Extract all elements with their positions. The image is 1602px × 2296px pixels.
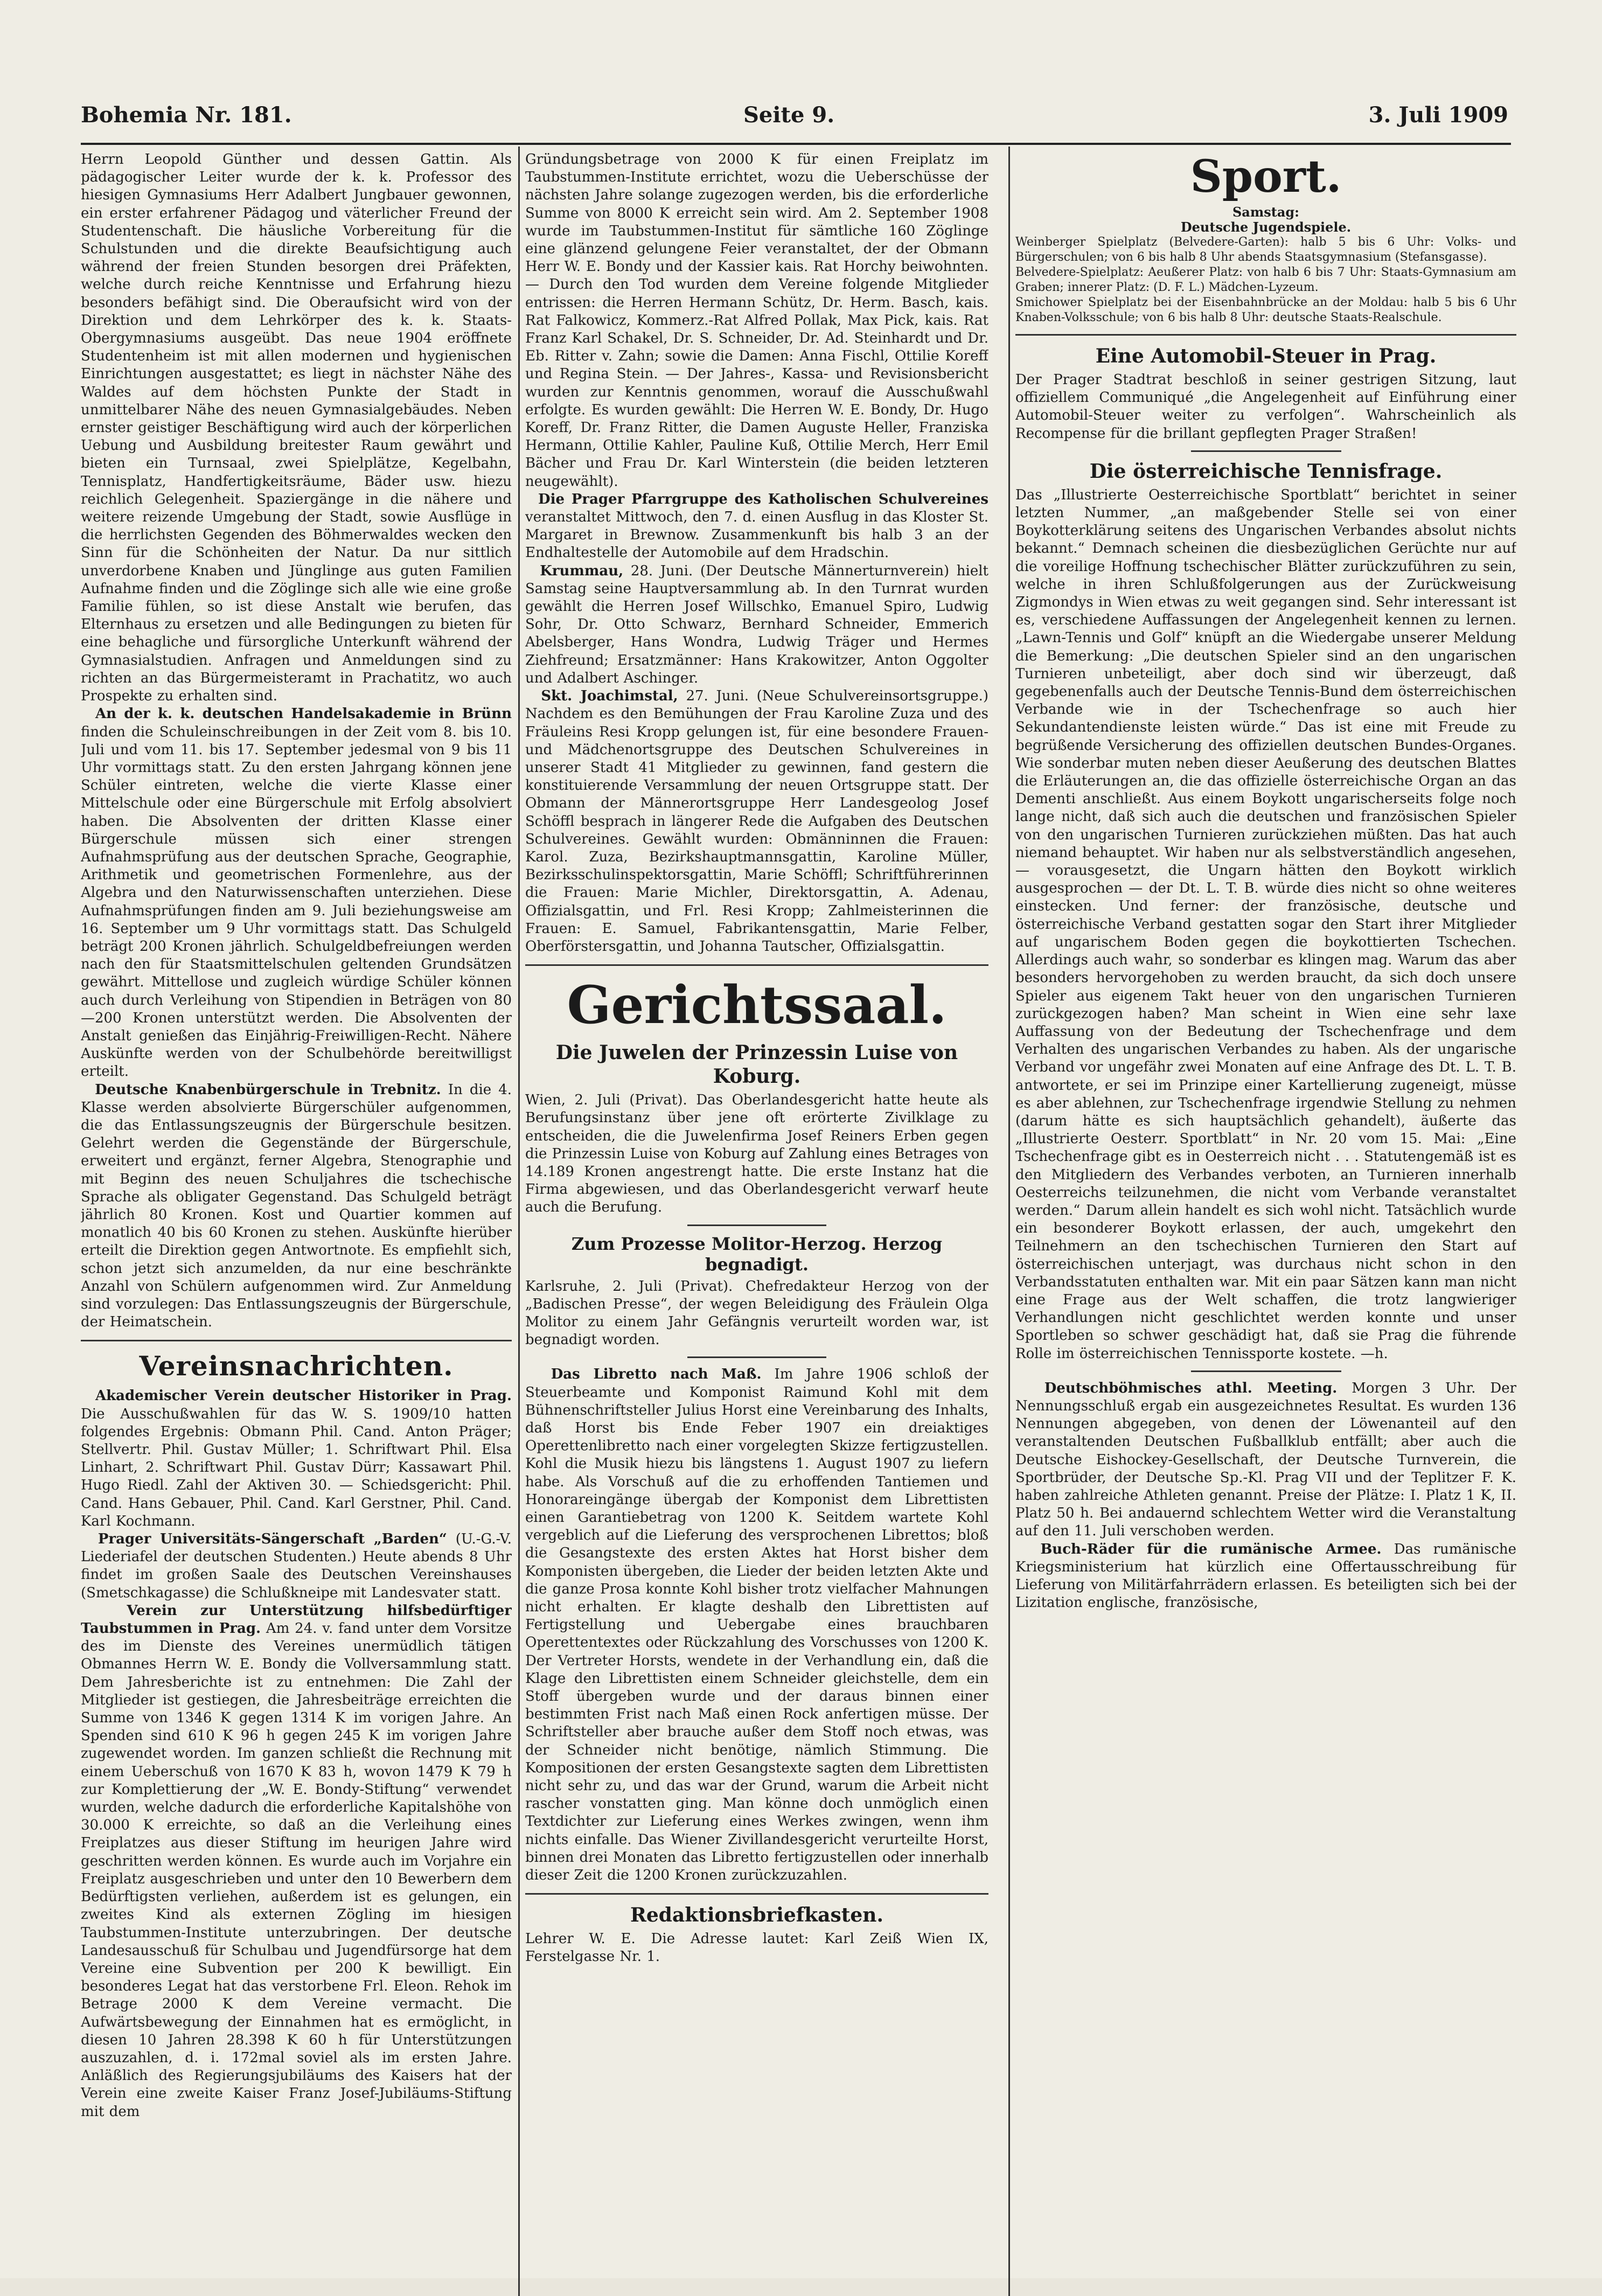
article-lead: Skt. Joachimstal, <box>541 688 678 705</box>
article-text: Am 24. v. fand unter dem Vorsitze des im Dienste des Vereines unermüdlich tätigen Obmannes Herrn W. E. Bondy die Vollversammlung statt. Dem Jahresberichte ist zu entnehmen: Die Zahl der Mitglieder ist gestiegen, die Jahresbeiträge erreichten die Summe von 1346 K gegen 1314 K im vorigen Jahre. An Spenden sind 610 K 96 h gegen 245 K im vorigen Jahre zugewendet worden. Im ganzen schließt die Rechnung mit einem Ueberschuß von 1670 K 83 h, wovon 1479 K 79 h zur Komplettierung der „W. E. Bondy-Stiftung“ verwendet wurden, welche dadurch die erforderliche Kapitalshöhe von 30.000 K erreichte, so daß an die Verleihung eines Freiplatzes aus dieser Stiftung im heurigen Jahre wird geschritten werden können. Es wurde auch im Vorjahre ein Freiplatz ausgeschrieben und unter den 10 Bewerbern dem Bedürftigsten verliehen, außerdem ist es gelungen, ein zweites Kind als externen Zögling im hiesigen Taubstummen-Institute unterzubringen. Der deutsche Landesausschuß für Schulbau und Jugendfürsorge hat dem Vereine eine Subvention per 200 K bewilligt. Ein besonderes Legat hat das verstorbene Frl. Eleon. Rehok im Betrage 2000 K dem Vereine vermacht. Die Aufwärtsbewegung der Einnahmen hat es ermöglicht, in diesen 10 Jahren 28.398 K 60 h für Unterstützungen auszuzahlen, d. i. 172mal soviel als im ersten Jahre. Anläßlich des Regierungsjubiläums des Kaisers hat der Verein eine zweite Kaiser Franz Josef-Jubiläums-Stiftung mit dem <box>81 1620 512 2120</box>
column-2 <box>525 151 988 2295</box>
article-text: Das rumänische Kriegsministerium hat kürzlich eine Offertausschreibung für Lieferung von Militärfahrrädern erlassen. Es beteiligten sich bei der Lizitation englische, französische, <box>1015 1541 1516 1611</box>
article-text: 28. Juni. (Der Deutsche Männerturnverein) hielt Samstag seine Hauptversammlung ab. In den Turnrat wurden gewählt die Herren Josef Willschko, Emanuel Spiro, Ludwig Sohr, Dr. Otto Schwarz, Bernhard Schneider, Emmerich Abelsberger, Hans Wondra, Ludwig Träger und Hermes Ziehfreund; Ersatzmänner: Hans Krakowitzer, Anton Oggolter und Adalbert Aschinger. <box>525 562 988 686</box>
article-title: Eine Automobil-Steuer in Prag. <box>1095 345 1437 367</box>
article-paragraph <box>525 491 988 562</box>
article-paragraph: Wien, 2. Juli (Privat). Das Oberlandesgericht hatte heute als Berufungsinstanz über jene oft erörterte Zivilklage zu entscheiden, die die Juwelenfirma Josef Reiners Erben gegen die Prinzessin Luise von Koburg auf Zahlung eines Betrages von 14.189 Kronen angestrengt hatte. Die erste Instanz hat die Firma abgewiesen, und das Oberlandesgericht verwarf heute auch die Berufung. <box>525 1092 988 1216</box>
schedule-heading: Deutsche Jugendspiele. <box>1180 219 1352 235</box>
issue-date: 3. Juli 1909 <box>1368 102 1508 128</box>
article-rule <box>1191 450 1341 452</box>
article-lead: Das Libretto nach Maß. <box>551 1366 762 1383</box>
article-paragraph: Das „Illustrierte Oesterreichische Sportblatt“ berichtet in seiner letzten Nummer, „an maßgebender Stelle sei von einer Boykotterklärung seitens des Ungarischen Verbandes absolut nichts bekannt.“ Demnach scheinen die diesbezüglichen Gerüchte nur auf die voreilige Hoffnung tschechischer Blätter zurückzuführen zu sein, welche in ihren Schlußfolgerungen aus der Zurückweisung Zigmondys in Wien etwas zu weit gegangen sind. Sehr interessant ist es, verschiedene Auffassungen der Angelegenheit kennen zu lernen. „Lawn-Tennis und Golf“ knüpft an die Wiedergabe unserer Meldung die Bemerkung: „Die deutschen Spieler sind an den ungarischen Turnieren unbeteiligt, aber doch sind wir überzeugt, daß gegebenenfalls auch der Deutsche Tennis-Bund dem österreichischen Verbande wie in der Tschechenfrage so auch hier Sekundantendienste leisten würde.“ Das ist eine mit Freude zu begrüßende Versicherung des offiziellen deutschen Bundes-Organes. Wie sonderbar muten neben dieser Aeußerung des deutschen Blattes die Erläuterungen an, die das offizielle österreichische Organ an das Dementi anschließt. Aus einem Boykott ungarischerseits folge noch lange nicht, daß sich auch die deutschen und französischen Spieler von den ungarischen Turnieren zurückziehen müßten. Das hat auch niemand behauptet. Wir haben nur als selbstverständlich angesehen, — vorausgesetzt, die Ungarn hätten den Boykott wirklich ausgesprochen — der Dt. L. T. B. würde dies nicht so ohne weiteres einstecken. Und ferner: der französische, deutsche und österreichische Verband gestatten sogar den Start ihrer Mitglieder auf ungarischem Boden gegen die boykottierten Tschechen. Allerdings auch wahr, so sonderbar es klingen mag. Warum das aber besonders hervorgehoben zu werden braucht, da sich doch unsere Spieler aus eigenem Takt heuer von den ungarischen Turnieren zurückgezogen haben? Man scheint in Wien eine sehr laxe Auffassung von der Bedeutung der Tschechenfrage und dem Verhalten des ungarischen Verbandes zu haben. Als der ungarische Verband vor ungefähr zwei Monaten auf eine Anfrage des Dt. L. T. B. antwortete, er sei im Prinzipe einer Kartellierung zugeneigt, müsse es aber ablehnen, zur Tschechenfrage irgendwie Stellung zu nehmen (darum hätte es sich hauptsächlich gehandelt), äußerte das „Illustrierte Oesterr. Sportblatt“ in Nr. 20 vom 15. Mai: „Eine Tschechenfrage gibt es in Oesterreich nicht . . . Statutengemäß ist es den Mitgliedern des Verbandes verboten, an Turnieren innerhalb Oesterreichs teilzunehmen, die nicht vom Verbande veranstaltet werden.“ Darum allein handelt es sich wohl nicht. Tatsächlich wurde ein besonderer Boykott erlassen, der auch, umgekehrt den Teilnehmern an den tschechischen Turnieren den Start auf österreichischen unterjagt, was durchaus nicht schon in den Verbandsstatuten enthalten war. Mit ein paar Sätzen kann man nicht eine Frage aus der Welt schaffen, die trotz langwieriger Verhandlungen nicht geschlichtet werden konnte und unser Sportleben so schwer geschädigt hat, daß sie Prag die führende Rolle im österreichischen Tennissporte kostete. —h. <box>1015 486 1516 1362</box>
article-paragraph <box>81 1387 512 1530</box>
article-lead: Deutschböhmisches athl. Meeting. <box>1044 1380 1338 1396</box>
section-rule <box>81 1340 512 1341</box>
article-text: In die 4. Klasse werden absolvierte Bürgerschüler aufgenommen, die das Entlassungszeugnis der Bürgerschule besitzen. Gelehrt werden die Gegenstände der Bürgerschule, erweitert und ergänzt, ferner Algebra, Stenographie und mit Beginn des neuen Schuljahres die tschechische Sprache als obligater Gegenstand. Das Schulgeld beträgt jährlich 80 Kronen. Kost und Quartier kommen auf monatlich 40 bis 60 Kronen zu stehen. Auskünfte hierüber erteilt die Direktion gegen Antwortnote. Es empfiehlt sich, schon jetzt sich anzumelden, da nur eine beschränkte Anzahl von Schülern aufgenommen wird. Zur Anmeldung sind vorzulegen: Das Entlassungszeugnis der Bürgerschule, der Heimatschein. <box>81 1081 512 1331</box>
article-paragraph <box>81 1602 512 2121</box>
article-paragraph <box>1015 1380 1516 1541</box>
article-paragraph <box>525 562 988 687</box>
section-title-sport: Sport. <box>1190 151 1342 203</box>
article-rule <box>1191 1370 1341 1372</box>
article-text: (U.-G.-V. Liederiafel der deutschen Studenten.) Heute abends 8 Uhr findet im großen Saale des Deutschen Vereinshauses (Smetschkagasse) die Schlußkneipe mit Landesvater statt. <box>81 1531 512 1601</box>
schedule-entry: Weinberger Spielplatz (Belvedere-Garten): halb 5 bis 6 Uhr: Volks- und Bürgerschulen; von 6 bis halb 8 Uhr abends Staatsgymnasium (Stefansgasse). <box>1015 235 1516 264</box>
article-lead: Buch-Räder für die rumänische Armee. <box>1040 1541 1382 1557</box>
article-lead: Die Prager Pfarrgruppe des Katholischen Schulvereines <box>538 491 988 507</box>
article-text: finden die Schuleinschreibungen in der Zeit vom 8. bis 10. Juli und vom 11. bis 17. September jedesmal von 9 bis 11 Uhr vormittags statt. Zu den ersten Jahrgang können jene Schüler eintreten, welche die vierte Klasse einer Mittelschule oder eine Bürgerschule mit Erfolg absolviert haben. Die Absolventen der dritten Klasse einer Bürgerschule müssen sich einer strengen Aufnahmsprüfung aus der deutschen Sprache, Geographie, Arithmetik und geometrischen Formenlehre, aus der Algebra und den Naturwissenschaften unterziehen. Diese Aufnahmsprüfungen finden am 9. Juli beziehungsweise am 16. September um 9 Uhr vormittags statt. Das Schulgeld beträgt 200 Kronen jährlich. Schulgeldbefreiungen werden nach den für Staatsmittelschulen geltenden Grundsätzen gewährt. Mittellose und zugleich würdige Schüler können auch durch Verleihung von Stipendien in Beträgen von 80—200 Kronen unterstützt werden. Die Absolventen der Anstalt genießen das Einjährig-Freiwilligen-Recht. Nähere Auskünfte werden von der Schulbehörde bereitwilligst erteilt. <box>81 723 512 1080</box>
article-lead: An der k. k. deutschen Handelsakademie in Brünn <box>95 706 512 722</box>
article-rule <box>687 1224 826 1226</box>
article-paragraph: Karlsruhe, 2. Juli (Privat). Chefredakteur Herzog von der „Badischen Presse“, der wegen Beleidigung des Fräulein Olga Molitor zu einem Jahr Gefängnis verurteilt worden war, ist begnadigt worden. <box>525 1278 988 1348</box>
publication-label: Bohemia Nr. 181. <box>81 102 292 128</box>
section-rule <box>525 1893 988 1895</box>
section-title-gerichtssaal: Gerichtssaal. <box>567 975 947 1036</box>
article-paragraph <box>81 705 512 1081</box>
article-title: Die Juwelen der Prinzessin Luise von Koburg. <box>555 1041 958 1088</box>
column-divider <box>518 147 520 2296</box>
schedule-entry: Belvedere-Spielplatz: Aeußerer Platz: von halb 6 bis 7 Uhr: Staats-Gymnasium am Graben; innerer Platz: (D. F. L.) Mädchen-Lyzeum. <box>1015 266 1516 294</box>
page-number: Seite 9. <box>743 102 835 128</box>
article-paragraph: Lehrer W. E. Die Adresse lautet: Karl Zeiß Wien IX, Ferstelgasse Nr. 1. <box>525 1931 988 1965</box>
article-title: Zum Prozesse Molitor-Herzog. Herzog begnadigt. <box>571 1233 943 1275</box>
article-lead: Prager Universitäts-Sängerschaft „Barden“ <box>97 1531 447 1548</box>
article-lead: Verein zur Unterstützung hilfsbedürftiger Taubstummen in Prag. <box>81 1602 512 1637</box>
page-header <box>81 102 1508 140</box>
section-title-vereinsnachrichten: Vereinsnachrichten. <box>139 1350 454 1382</box>
article-paragraph <box>81 1530 512 1602</box>
section-rule <box>1015 334 1516 336</box>
column-divider <box>1008 147 1010 2296</box>
article-lead: Krummau, <box>540 562 624 579</box>
article-paragraph <box>81 1081 512 1332</box>
article-lead: Akademischer Verein deutscher Historiker in Prag. <box>95 1388 512 1404</box>
article-paragraph: Gründungsbetrage von 2000 K für einen Freiplatz im Taubstummen-Institute errichtet, wozu die Ueberschüsse der nächsten Jahre solange zugezogen werden, bis die erforderliche Summe von 8000 K erreicht sein wird. Am 2. September 1908 wurde im Taubstummen-Institut für sämtliche 160 Zöglinge eine glänzend gelungene Feier veranstaltet, der der Obmann Herr W. E. Bondy und der Kassier kais. Rat Horchy beiwohnten. — Durch den Tod wurden dem Vereine folgende Mitglieder entrissen: die Herren Hermann Schütz, Dr. Herm. Basch, kais. Rat Falkowicz, Kommerz.-Rat Alfred Pollak, Max Pick, kais. Rat Franz Karl Schakel, Dr. S. Schneider, Dr. Ad. Steinhardt und Dr. Eb. Ritter v. Zahn; sowie die Damen: Anna Fischl, Ottilie Koreff und Regina Stein. — Der Jahres-, Kassa- und Revisionsbericht wurden zur Kenntnis genommen, worauf die Ausschußwahl erfolgte. Es wurden gewählt: Die Herren W. E. Bondy, Dr. Hugo Koreff, Dr. Franz Ritter, die Damen Auguste Heller, Franziska Hermann, Ottilie Kahler, Pauline Kuß, Ottilie Merch, Herr Emil Bächer und Frau Dr. Karl Winterstein (die beiden letzteren neugewählt). <box>525 151 988 490</box>
column-1 <box>81 151 512 2295</box>
article-paragraph <box>525 687 988 956</box>
article-text: Morgen 3 Uhr. Der Nennungsschluß ergab ein ausgezeichnetes Resultat. Es wurden 136 Nennungen abgegeben, von denen der Löwenanteil auf den veranstaltenden Deutschen Fußballklub entfällt; aber auch die Deutsche Eishockey-Gesellschaft, der Deutsche Turnverein, die Sportbrüder, der Deutsche Sp.-Kl. Prag VII und der Teplitzer F. K. haben zahlreiche Athleten genannt. Preise der Plätze: I. Platz 1 K, II. Platz 50 h. Bei andauernd schlechtem Wetter wird die Veranstaltung auf den 11. Juli verschoben werden. <box>1015 1380 1516 1540</box>
header-rule <box>81 143 1511 145</box>
article-text: 27. Juni. (Neue Schulvereinsortsgruppe.) Nachdem es den Bemühungen der Frau Karoline Zuza und des Fräuleins Resi Kropp gelungen ist, für eine besondere Frauen- und Mädchenortsgruppe des Deutschen Schulvereines in unserer Stadt 41 Mitglieder zu gewinnen, fand gestern die konstituierende Versammlung der neuen Ortsgruppe statt. Der Obmann der Männerortsgruppe Herr Landesgeolog Josef Schöffl besprach in längerer Rede die Aufgaben des Deutschen Schulvereines. Gewählt wurden: Obmänninnen die Frauen: Karol. Zuza, Bezirkshauptmannsgattin, Karoline Müller, Bezirksschulinspektorsgattin, Marie Schöffl; Schriftführerinnen die Frauen: Marie Michler, Direktorsgattin, A. Adenau, Offizialsgattin, und Frl. Resi Kropp; Zahlmeisterinnen die Frauen: E. Samuel, Fabrikantensgattin, Marie Felber, Oberförstersgattin, und Johanna Tautscher, Offizialsgattin. <box>525 688 988 955</box>
article-text: veranstaltet Mittwoch, den 7. d. einen Ausflug in das Kloster St. Margaret in Brewnow. Zusammenkunft bis halb 3 an der Endhaltestelle der Automobile auf dem Hradschin. <box>525 509 988 561</box>
article-text: Die Ausschußwahlen für das W. S. 1909/10 hatten folgendes Ergebnis: Obmann Phil. Cand. Anton Präger; Stellvertr. Phil. Gustav Müller; 1. Schriftwart Phil. Elsa Linhart, 2. Schriftwart Phil. Gustav Dürr; Kassawart Phil. Hugo Riedl. Zahl der Aktiven 30. — Schiedsgericht: Phil. Cand. Hans Gebauer, Phil. Cand. Karl Gerstner, Phil. Cand. Karl Kochmann. <box>81 1406 512 1529</box>
article-paragraph: Der Prager Stadtrat beschloß in seiner gestrigen Sitzung, laut offiziellem Communiqué „die Angelegenheit auf Einführung einer Automobil-Steuer weiter zu verfolgen“. Wahrscheinlich als Recompense für die brillant gepflegten Prager Straßen! <box>1015 372 1516 442</box>
section-title-redaktionsbriefkasten: Redaktionsbriefkasten. <box>630 1904 883 1927</box>
article-paragraph: Herrn Leopold Günther und dessen Gattin. Als pädagogischer Leiter wurde der k. k. Professor des hiesigen Gymnasiums Herr Adalbert Jungbauer gewonnen, ein erster erfahrener Pädagog und väterlicher Freund der Studentenschaft. Die häusliche Vorbereitung für die Schulstunden und die direkte Beaufsichtigung auch während der freien Stunden besorgen drei Präfekten, welche durch reiche Kenntnisse und Erfahrung hiezu besonders befähigt sind. Die Oberaufsicht wird von der Direktion und dem Lehrkörper des k. k. Staats-Obergymnasiums ausgeübt. Das neue 1904 eröffnete Studentenheim ist mit allen modernen und hygienischen Einrichtungen ausgestattet; es liegt in nächster Nähe des Waldes auf dem höchsten Punkte der Stadt in unmittelbarer Nähe des neuen Gymnasialgebäudes. Neben ernster geistiger Beschäftigung wird auch der körperlichen Uebung und Ausbildung breitester Raum gewährt und bieten ein Turnsaal, zwei Spielplätze, Kegelbahn, Tennisplatz, Handfertigkeitsräume, Bäder usw. hiezu reichlich Gelegenheit. Spaziergänge in die nähere und weitere reizende Umgebung der Stadt, sowie Ausflüge in die herrlichsten Gegenden des Böhmerwaldes wecken den Sinn für die Schönheiten der Natur. Da nur sittlich unverdorbene Knaben und Jünglinge aus guten Familien Aufnahme finden und die Zöglinge sich alle wie eine große Familie fühlen, so ist diese Anstalt wie berufen, das Elternhaus zu ersetzen und alle Bedingungen zu bieten für eine behagliche und fürsorgliche Unterkunft während der Gymnasialstudien. Anfragen und Anmeldungen sind zu richten an das Bürgermeisteramt in Prachatitz, wo auch Prospekte zu erhalten sind. <box>81 151 512 705</box>
article-lead: Deutsche Knabenbürgerschule in Trebnitz. <box>95 1081 441 1098</box>
schedule-day: Samstag: <box>1232 204 1300 220</box>
column-3 <box>1015 151 1516 2295</box>
article-paragraph <box>1015 1541 1516 1612</box>
article-title: Die österreichische Tennisfrage. <box>1089 460 1443 483</box>
article-rule <box>687 1356 826 1358</box>
section-rule <box>525 964 988 966</box>
schedule-entry: Smichower Spielplatz bei der Eisenbahnbrücke an der Moldau: halb 5 bis 6 Uhr Knaben-Volksschule; von 6 bis halb 8 Uhr: deutsche Staats-Realschule. <box>1015 296 1516 324</box>
article-paragraph <box>525 1366 988 1884</box>
article-text: Im Jahre 1906 schloß der Steuerbeamte und Komponist Raimund Kohl mit dem Bühnenschriftsteller Julius Horst eine Vereinbarung des Inhalts, daß Horst bis Ende Feber 1907 ein dreiaktiges Operettenlibretto nach einer vorgelegten Skizze fertigzustellen. Kohl die Musik hiezu bis längstens 1. August 1907 zu liefern habe. Als Vorschuß auf die zu erhoffenden Tantiemen und Honorareingänge übergab der Komponist dem Librettisten einen Garantiebetrag von 1200 K. Seitdem wartete Kohl vergeblich auf die Lieferung des versprochenen Librettos; bloß die Gesangstexte des ersten Aktes hat Horst bisher dem Komponisten übergeben, die Lieder der beiden letzten Akte und die ganze Prosa konnte Kohl bisher trotz vielfacher Mahnungen nicht erhalten. Er klagte deshalb den Librettisten auf Fertigstellung und Uebergabe eines brauchbaren Operettentextes oder Rückzahlung des Vorschusses von 1200 K. Der Vertreter Horsts, wendete in der Verhandlung ein, daß die Klage den Librettisten einem Schneider gleichstelle, dem ein Stoff übergeben wurde und der daraus binnen einer bestimmten Frist nach Maß einen Rock anfertigen müsse. Der Schriftsteller aber brauche außer dem Stoff noch etwas, was der Schneider nicht benötige, nämlich Stimmung. Die Kompositionen der ersten Gesangstexte sagten dem Librettisten nicht sehr zu, und das war der Grund, warum die Arbeit nicht rascher vonstatten ging. Man könne doch unmöglich einen Textdichter zur Lieferung eines Werkes zwingen, wenn ihm nichts einfalle. Das Wiener Zivillandesgericht verurteilte Horst, binnen drei Monaten das Libretto fertigzustellen oder innerhalb dieser Zeit die 1200 Kronen zurückzuzahlen. <box>525 1366 988 1884</box>
